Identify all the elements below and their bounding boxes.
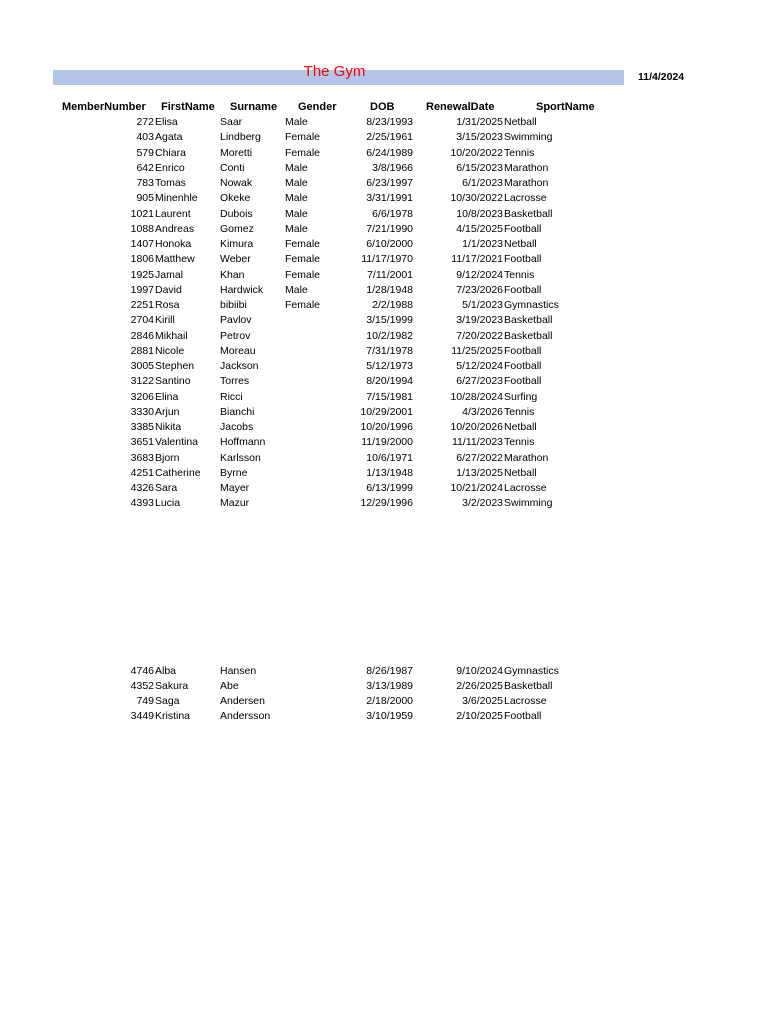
cell-dob: 2/18/2000: [366, 695, 413, 708]
cell-renewal-date: 11/11/2023: [452, 436, 503, 449]
cell-sport-name: Basketball: [504, 314, 553, 327]
cell-sport-name: Tennis: [504, 268, 535, 281]
cell-sport-name: Swimming: [504, 131, 553, 144]
cell-gender: Female: [285, 131, 321, 144]
table-row: [0, 359, 768, 374]
cell-member-number: 3122: [130, 375, 154, 388]
cell-sport-name: Tennis: [504, 436, 535, 449]
cell-renewal-date: 6/27/2022: [456, 451, 503, 464]
cell-dob: 3/15/1999: [366, 314, 413, 327]
cell-member-number: 2846: [130, 329, 154, 342]
cell-member-number: 3449: [130, 710, 154, 723]
report-date: 11/4/2024: [638, 71, 685, 83]
cell-surname: Lindberg: [220, 131, 261, 144]
cell-sport-name: Gymnastics: [504, 299, 559, 311]
cell-sport-name: Football: [504, 375, 542, 388]
cell-first-name: Rosa: [155, 299, 180, 311]
cell-surname: Khan: [220, 268, 245, 281]
header-renewal-date: RenewalDate: [426, 101, 495, 113]
table-row: [0, 390, 768, 405]
cell-renewal-date: 3/15/2023: [456, 131, 503, 144]
table-row: [0, 709, 768, 724]
cell-member-number: 3651: [130, 436, 154, 449]
cell-sport-name: Football: [504, 344, 542, 357]
table-row: [0, 237, 768, 252]
cell-surname: Moreau: [220, 344, 256, 357]
cell-dob: 11/19/2000: [361, 436, 413, 449]
cell-first-name: Stephen: [155, 360, 195, 372]
title-bar: [53, 63, 624, 85]
cell-member-number: 1997: [130, 283, 154, 296]
cell-first-name: Nicole: [155, 344, 185, 357]
cell-renewal-date: 2/10/2025: [456, 710, 503, 723]
cell-first-name: Alba: [155, 665, 177, 677]
cell-dob: 2/25/1961: [366, 131, 413, 144]
cell-gender: Male: [285, 207, 308, 220]
cell-gender: Male: [285, 222, 308, 235]
header-dob: DOB: [370, 101, 395, 113]
cell-sport-name: Netball: [504, 466, 537, 479]
cell-first-name: Jamal: [155, 268, 184, 281]
table-row: [0, 374, 768, 389]
table-row: [0, 146, 768, 161]
cell-member-number: 1088: [130, 222, 154, 235]
cell-gender: Female: [285, 146, 321, 159]
cell-first-name: Sakura: [155, 680, 189, 693]
cell-renewal-date: 7/20/2022: [456, 329, 503, 342]
table-row: [0, 298, 768, 313]
cell-sport-name: Football: [504, 710, 542, 723]
cell-dob: 6/23/1997: [366, 177, 413, 189]
cell-member-number: 579: [136, 146, 154, 159]
cell-dob: 8/23/1993: [366, 116, 413, 128]
table-row: [0, 405, 768, 420]
cell-dob: 3/31/1991: [366, 192, 413, 205]
cell-sport-name: Netball: [504, 421, 537, 433]
header-member-number: MemberNumber: [62, 101, 146, 113]
cell-renewal-date: 1/31/2025: [456, 116, 503, 128]
cell-member-number: 1806: [130, 253, 154, 266]
cell-surname: Karlsson: [220, 451, 261, 464]
cell-surname: Jackson: [220, 360, 259, 372]
cell-dob: 7/31/1978: [366, 344, 413, 357]
cell-dob: 1/28/1948: [366, 283, 413, 296]
cell-sport-name: Marathon: [504, 161, 549, 174]
cell-member-number: 272: [136, 116, 154, 128]
cell-sport-name: Lacrosse: [504, 192, 547, 205]
cell-surname: Bianchi: [220, 405, 255, 418]
cell-surname: Nowak: [220, 177, 253, 189]
table-row: [0, 466, 768, 481]
cell-first-name: Mikhail: [155, 329, 188, 342]
cell-member-number: 4746: [130, 665, 154, 677]
cell-gender: Male: [285, 116, 308, 128]
cell-sport-name: Basketball: [504, 329, 553, 342]
cell-dob: 6/13/1999: [366, 482, 413, 494]
cell-renewal-date: 11/17/2021: [451, 253, 503, 266]
cell-renewal-date: 4/15/2025: [456, 222, 503, 235]
table-row: [0, 207, 768, 222]
table-row: [0, 329, 768, 344]
table-row: [0, 283, 768, 298]
cell-dob: 10/20/1996: [360, 421, 413, 433]
cell-renewal-date: 4/3/2026: [462, 405, 503, 418]
cell-first-name: Arjun: [155, 405, 180, 418]
table-row: [0, 679, 768, 694]
cell-first-name: Nikita: [155, 421, 182, 433]
cell-dob: 3/13/1989: [366, 680, 413, 693]
cell-first-name: Enrico: [155, 161, 185, 174]
table-row: [0, 191, 768, 206]
cell-sport-name: Lacrosse: [504, 695, 547, 708]
cell-sport-name: Tennis: [504, 405, 535, 418]
cell-surname: Dubois: [220, 207, 253, 220]
table-row: [0, 694, 768, 709]
cell-renewal-date: 3/19/2023: [456, 314, 503, 327]
table-row: [0, 344, 768, 359]
cell-surname: bibiibi: [220, 299, 247, 311]
cell-member-number: 403: [136, 131, 154, 144]
cell-member-number: 3330: [130, 405, 154, 418]
cell-first-name: Bjorn: [155, 451, 180, 464]
cell-sport-name: Football: [504, 222, 542, 235]
cell-member-number: 905: [136, 192, 154, 205]
cell-first-name: Valentina: [155, 436, 199, 449]
cell-dob: 10/2/1982: [366, 329, 413, 342]
cell-surname: Conti: [220, 161, 245, 174]
cell-first-name: Matthew: [155, 253, 195, 266]
table-row: [0, 451, 768, 466]
cell-first-name: Chiara: [155, 146, 186, 159]
cell-gender: Female: [285, 268, 321, 281]
cell-first-name: Saga: [155, 695, 180, 708]
cell-member-number: 2704: [130, 314, 154, 327]
cell-dob: 10/29/2001: [360, 405, 413, 418]
page-title: The Gym: [303, 63, 366, 80]
cell-member-number: 4251: [130, 466, 154, 479]
cell-first-name: Laurent: [155, 207, 191, 220]
cell-surname: Torres: [220, 375, 250, 388]
cell-sport-name: Lacrosse: [504, 482, 547, 494]
cell-first-name: Elisa: [155, 116, 178, 128]
table-row: [0, 252, 768, 267]
cell-renewal-date: 5/12/2024: [456, 360, 503, 372]
cell-sport-name: Marathon: [504, 177, 549, 189]
cell-renewal-date: 10/21/2024: [450, 482, 503, 494]
cell-first-name: Honoka: [155, 238, 192, 250]
table-row: [0, 313, 768, 328]
cell-surname: Pavlov: [220, 314, 252, 327]
cell-first-name: Andreas: [155, 222, 195, 235]
cell-sport-name: Tennis: [504, 146, 535, 159]
cell-dob: 2/2/1988: [372, 299, 413, 311]
header-first-name: FirstName: [161, 101, 215, 113]
cell-dob: 6/6/1978: [372, 207, 413, 220]
cell-renewal-date: 10/28/2024: [450, 390, 503, 403]
cell-renewal-date: 10/20/2026: [450, 421, 503, 433]
cell-member-number: 2881: [130, 344, 154, 357]
cell-renewal-date: 6/1/2023: [462, 177, 503, 189]
cell-member-number: 4326: [130, 482, 154, 494]
cell-sport-name: Netball: [504, 238, 537, 250]
cell-renewal-date: 1/1/2023: [462, 238, 503, 250]
cell-surname: Hardwick: [220, 283, 264, 296]
cell-surname: Hoffmann: [220, 436, 266, 449]
cell-sport-name: Gymnastics: [504, 665, 559, 677]
cell-dob: 6/24/1989: [366, 146, 413, 159]
cell-dob: 3/10/1959: [366, 710, 413, 723]
cell-sport-name: Surfing: [504, 390, 538, 403]
cell-renewal-date: 10/20/2022: [450, 146, 503, 159]
cell-first-name: Lucia: [155, 497, 181, 510]
cell-renewal-date: 3/2/2023: [462, 497, 503, 510]
cell-renewal-date: 3/6/2025: [462, 695, 503, 708]
cell-dob: 12/29/1996: [360, 497, 413, 510]
cell-dob: 7/21/1990: [366, 222, 413, 235]
cell-surname: Moretti: [220, 146, 253, 159]
cell-surname: Abe: [220, 680, 239, 693]
cell-member-number: 4393: [130, 497, 154, 510]
cell-dob: 6/10/2000: [366, 238, 413, 250]
cell-gender: Male: [285, 161, 308, 174]
cell-member-number: 2251: [130, 299, 154, 311]
cell-dob: 10/6/1971: [366, 451, 413, 464]
cell-surname: Mayer: [220, 482, 250, 494]
cell-surname: Gomez: [220, 222, 254, 235]
cell-dob: 5/12/1973: [366, 360, 413, 372]
cell-member-number: 1925: [130, 268, 154, 281]
cell-first-name: Santino: [155, 375, 191, 388]
cell-gender: Male: [285, 177, 308, 189]
cell-member-number: 1407: [130, 238, 154, 250]
cell-gender: Male: [285, 283, 308, 296]
cell-surname: Kimura: [220, 238, 254, 250]
cell-surname: Saar: [220, 116, 243, 128]
cell-dob: 3/8/1966: [372, 161, 413, 174]
cell-sport-name: Basketball: [504, 207, 553, 220]
cell-member-number: 749: [136, 695, 154, 708]
cell-renewal-date: 9/12/2024: [456, 268, 503, 281]
cell-renewal-date: 1/13/2025: [456, 466, 503, 479]
cell-sport-name: Marathon: [504, 451, 549, 464]
cell-sport-name: Football: [504, 253, 542, 266]
cell-gender: Female: [285, 253, 321, 266]
cell-first-name: Elina: [155, 390, 179, 403]
cell-sport-name: Netball: [504, 116, 537, 128]
table-row: [0, 435, 768, 450]
cell-surname: Weber: [220, 253, 251, 266]
table-row: [0, 115, 768, 130]
cell-first-name: Catherine: [155, 466, 201, 479]
cell-gender: Male: [285, 192, 308, 205]
cell-sport-name: Swimming: [504, 497, 553, 510]
cell-gender: Female: [285, 299, 321, 311]
cell-renewal-date: 7/23/2026: [456, 283, 503, 296]
cell-member-number: 642: [136, 161, 154, 174]
table-row: [0, 496, 768, 511]
cell-sport-name: Football: [504, 283, 542, 296]
header-gender: Gender: [298, 101, 337, 113]
cell-first-name: Agata: [155, 131, 183, 144]
cell-renewal-date: 10/30/2022: [450, 192, 503, 205]
cell-surname: Byrne: [220, 466, 248, 479]
cell-renewal-date: 6/27/2023: [456, 375, 503, 388]
cell-first-name: David: [155, 283, 182, 296]
cell-member-number: 4352: [130, 680, 154, 693]
table-row: [0, 664, 768, 679]
cell-surname: Andersson: [220, 710, 271, 723]
table-row: [0, 161, 768, 176]
cell-renewal-date: 5/1/2023: [462, 299, 503, 311]
cell-dob: 7/11/2001: [367, 268, 413, 281]
cell-surname: Jacobs: [220, 421, 254, 433]
cell-surname: Hansen: [220, 665, 257, 677]
table-row: [0, 268, 768, 283]
cell-first-name: Kirill: [155, 314, 175, 327]
cell-first-name: Sara: [155, 482, 178, 494]
cell-member-number: 3385: [130, 421, 154, 433]
cell-sport-name: Football: [504, 360, 542, 372]
cell-dob: 8/20/1994: [366, 375, 413, 388]
cell-surname: Ricci: [220, 390, 243, 403]
cell-renewal-date: 10/8/2023: [456, 207, 503, 220]
table-row: [0, 481, 768, 496]
cell-renewal-date: 2/26/2025: [456, 680, 503, 693]
cell-member-number: 783: [136, 177, 154, 189]
cell-surname: Mazur: [220, 497, 250, 510]
cell-dob: 11/17/1970: [361, 253, 413, 266]
cell-gender: Female: [285, 238, 321, 250]
cell-sport-name: Basketball: [504, 680, 553, 693]
cell-dob: 1/13/1948: [366, 466, 413, 479]
cell-first-name: Kristina: [155, 710, 191, 723]
cell-first-name: Minenhle: [155, 192, 198, 205]
cell-surname: Okeke: [220, 192, 251, 205]
table-row: [0, 222, 768, 237]
table-row: [0, 176, 768, 191]
cell-renewal-date: 6/15/2023: [456, 161, 503, 174]
table-row: [0, 130, 768, 145]
header-surname: Surname: [230, 101, 278, 113]
cell-renewal-date: 9/10/2024: [456, 665, 503, 677]
cell-renewal-date: 11/25/2025: [451, 344, 503, 357]
cell-first-name: Tomas: [155, 177, 186, 189]
cell-surname: Petrov: [220, 329, 251, 342]
header-sport-name: SportName: [536, 101, 595, 113]
cell-member-number: 3206: [130, 390, 154, 403]
table-row: [0, 420, 768, 435]
cell-dob: 8/26/1987: [366, 665, 413, 677]
cell-dob: 7/15/1981: [366, 390, 413, 403]
cell-member-number: 3683: [130, 451, 154, 464]
cell-member-number: 1021: [130, 207, 154, 220]
cell-member-number: 3005: [130, 360, 154, 372]
cell-surname: Andersen: [220, 695, 265, 708]
